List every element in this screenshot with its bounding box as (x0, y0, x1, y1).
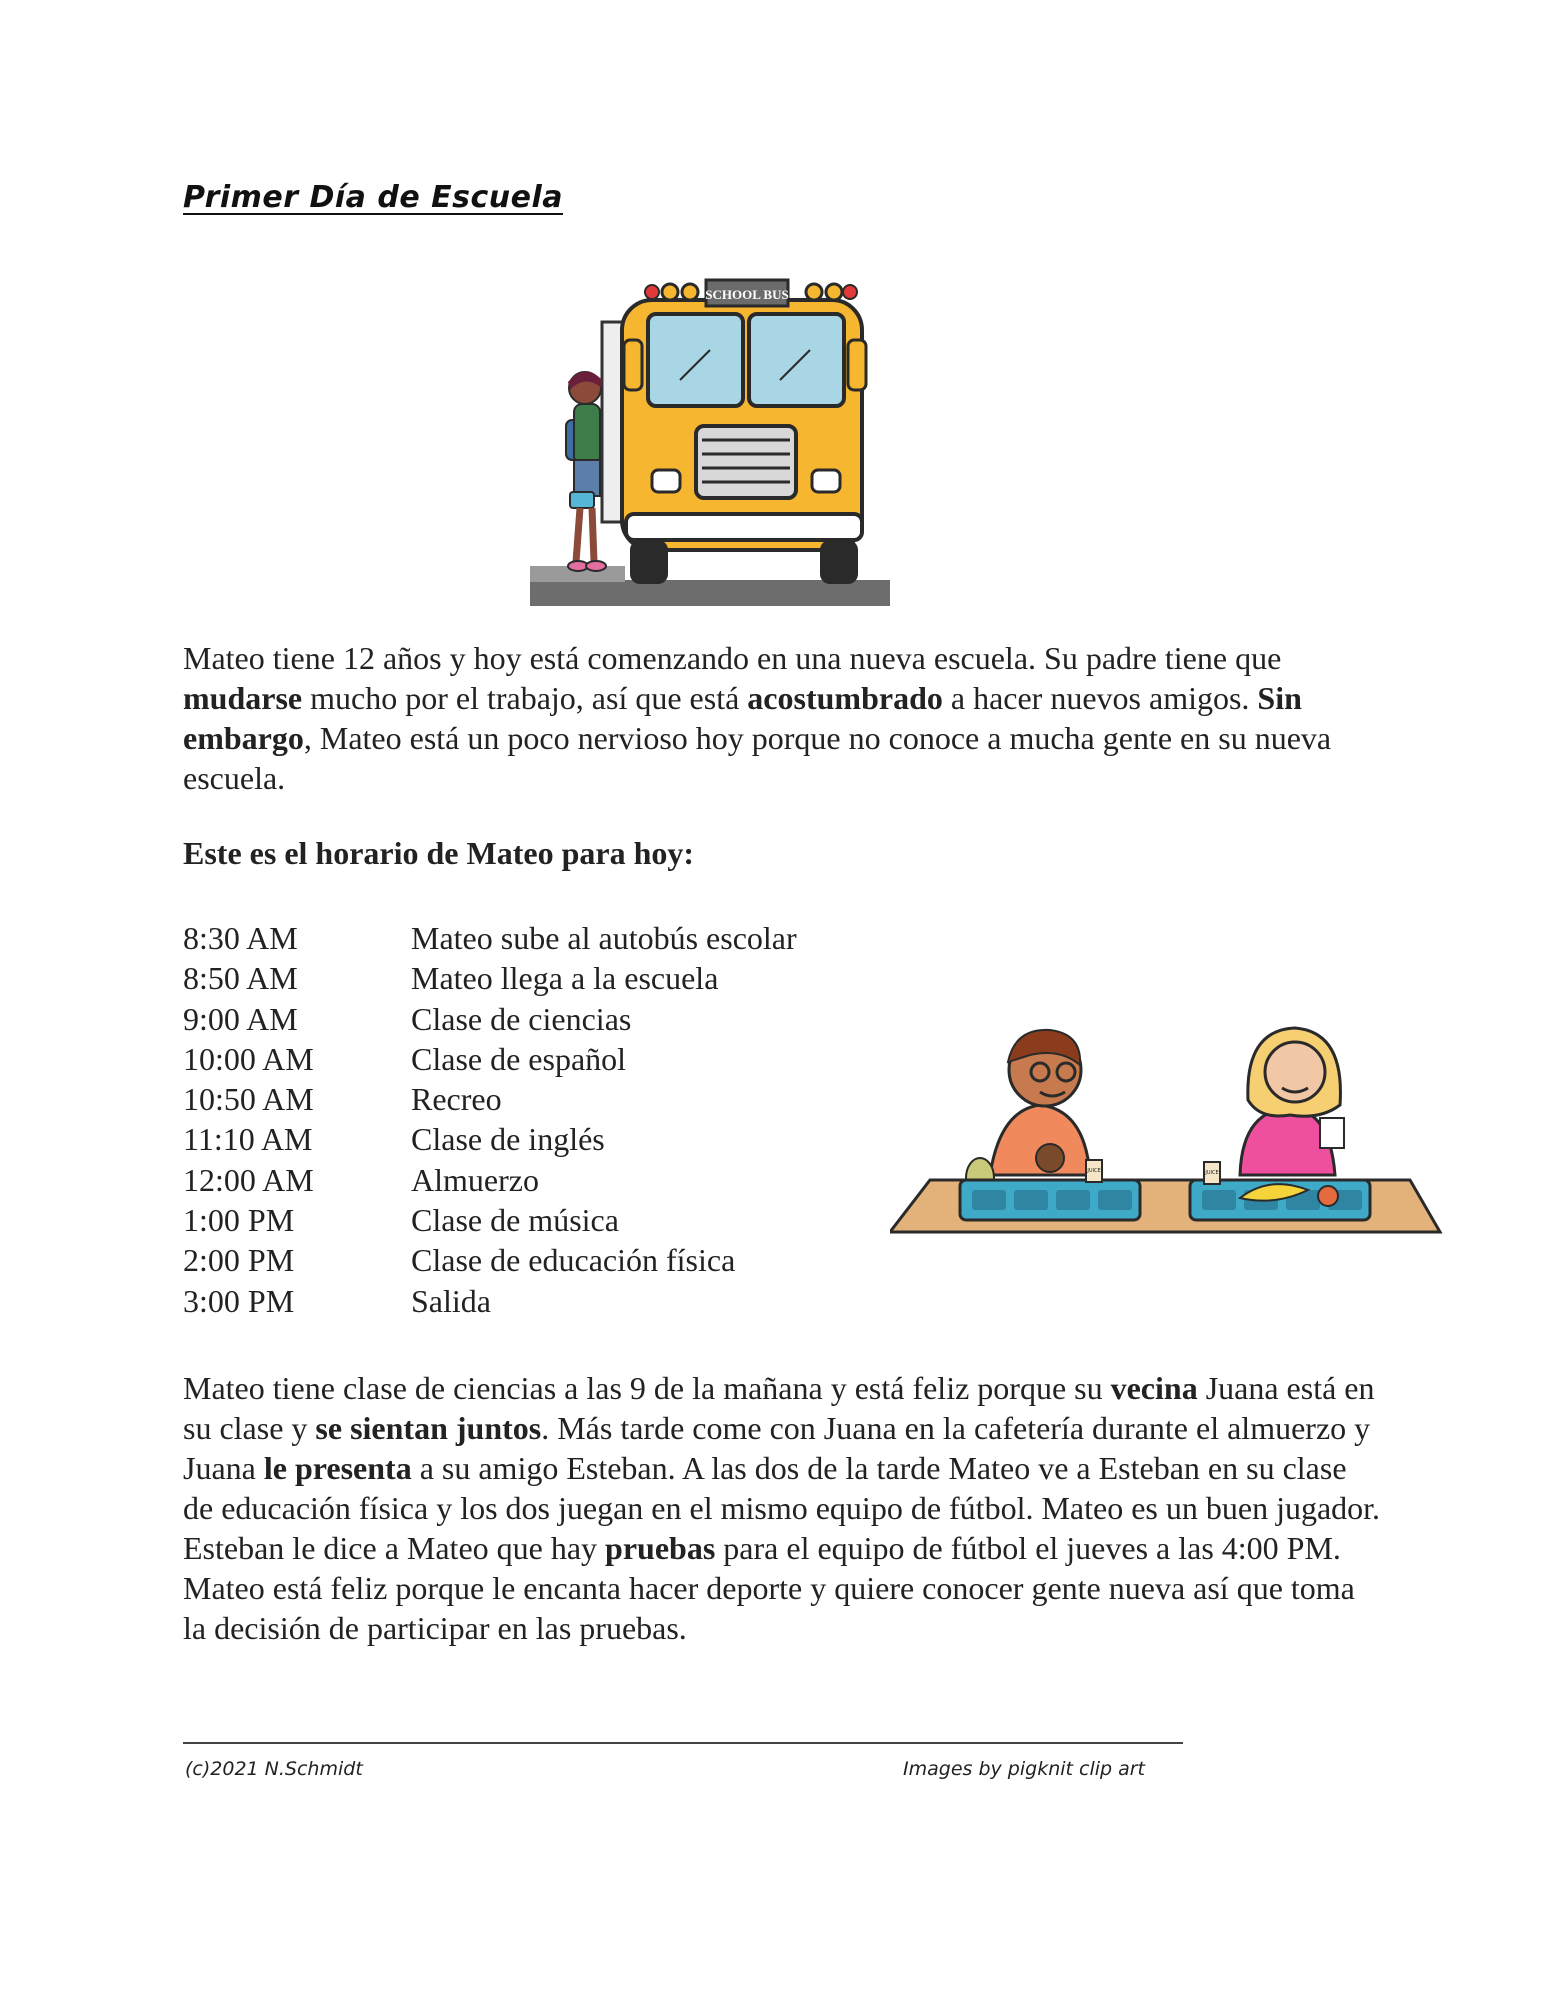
schedule-event: Clase de educación física (411, 1242, 736, 1279)
footer-divider (183, 1742, 1183, 1744)
schedule-event: Clase de música (411, 1202, 619, 1239)
juice-label-left: JUICE (1087, 1168, 1101, 1174)
vocabulary-term: Sin embargo (183, 680, 1302, 756)
intro-paragraph (183, 638, 1383, 798)
copyright-text: (c)2021 N.Schmidt (185, 1758, 363, 1780)
schedule-row (183, 1281, 797, 1321)
paragraph-text: . Más tarde come con Juana en la cafetería durante el almuerzo y Juana (183, 1410, 1371, 1486)
schedule-row (183, 1079, 797, 1119)
vocabulary-term: vecina (1110, 1370, 1198, 1406)
schedule-row (183, 1160, 797, 1200)
schedule-heading: Este es el horario de Mateo para hoy: (183, 835, 695, 871)
vocabulary-term: mudarse (183, 680, 303, 716)
juice-label-right: JUICE (1205, 1170, 1219, 1176)
paragraph-text: a su amigo Esteban. A las dos de la tarde Mateo ve a Esteban en su clase de educación física y los dos juegan en el mismo equipo de fútbol. Mateo es un buen jugador. Esteban le dice a Mateo que hay (183, 1450, 1381, 1566)
image-credit-text: Images by pigknit clip art (903, 1758, 1146, 1780)
schedule-event: Clase de ciencias (411, 1000, 632, 1037)
schedule-event: Recreo (411, 1081, 502, 1118)
schedule-event: Salida (411, 1282, 491, 1319)
schedule-time: 11:10 AM (183, 1121, 313, 1158)
schedule-time: 10:00 AM (183, 1040, 314, 1077)
schedule-time: 3:00 PM (183, 1282, 295, 1319)
vocabulary-term: pruebas (605, 1530, 716, 1566)
schedule-event: Clase de español (411, 1040, 627, 1077)
vocabulary-term: acostumbrado (747, 680, 943, 716)
schedule-row (183, 1240, 797, 1280)
cafeteria-lunch-illustration (890, 1010, 1450, 1260)
story-paragraph (183, 1368, 1383, 1648)
paragraph-text: , Mateo está un poco nervioso hoy porque no conoce a mucha gente en su nueva escuela. (183, 720, 1332, 796)
schedule-list (183, 918, 797, 1321)
paragraph-text: Mateo tiene 12 años y hoy está comenzando en una nueva escuela. Su padre tiene que (183, 640, 1282, 676)
paragraph-text: a hacer nuevos amigos. (942, 680, 1258, 716)
paragraph-text: para el equipo de fútbol el jueves a las 4:00 PM. Mateo está feliz porque le encanta hacer deporte y quiere conocer gente nueva así que toma la decisión de participar en las pruebas. (183, 1530, 1355, 1646)
schedule-time: 2:00 PM (183, 1242, 295, 1279)
schedule-event: Mateo sube al autobús escolar (411, 920, 797, 956)
schedule-time: 10:50 AM (183, 1081, 314, 1118)
page-title: Primer Día de Escuela (183, 180, 563, 215)
schedule-row (183, 958, 797, 998)
bus-sign-label: SCHOOL BUS (705, 287, 789, 302)
schedule-event: Clase de inglés (411, 1121, 605, 1158)
schedule-row (183, 918, 797, 958)
schedule-time: 8:30 AM (183, 920, 298, 956)
school-bus-illustration (530, 270, 890, 610)
schedule-time: 12:00 AM (183, 1161, 314, 1198)
schedule-row (183, 1200, 797, 1240)
schedule-time: 9:00 AM (183, 1000, 298, 1037)
vocabulary-term: se sientan juntos (315, 1410, 542, 1446)
schedule-time: 8:50 AM (183, 960, 298, 997)
paragraph-text: mucho por el trabajo, así que está (302, 680, 748, 716)
schedule-row (183, 1039, 797, 1079)
vocabulary-term: le presenta (263, 1450, 412, 1486)
schedule-event: Almuerzo (411, 1161, 539, 1198)
schedule-row (183, 1119, 797, 1159)
schedule-row (183, 999, 797, 1039)
paragraph-text: Mateo tiene clase de ciencias a las 9 de la mañana y está feliz porque su (183, 1370, 1111, 1406)
schedule-event: Mateo llega a la escuela (411, 960, 719, 997)
schedule-time: 1:00 PM (183, 1202, 295, 1239)
paragraph-text: Juana está en su clase y (183, 1370, 1375, 1446)
